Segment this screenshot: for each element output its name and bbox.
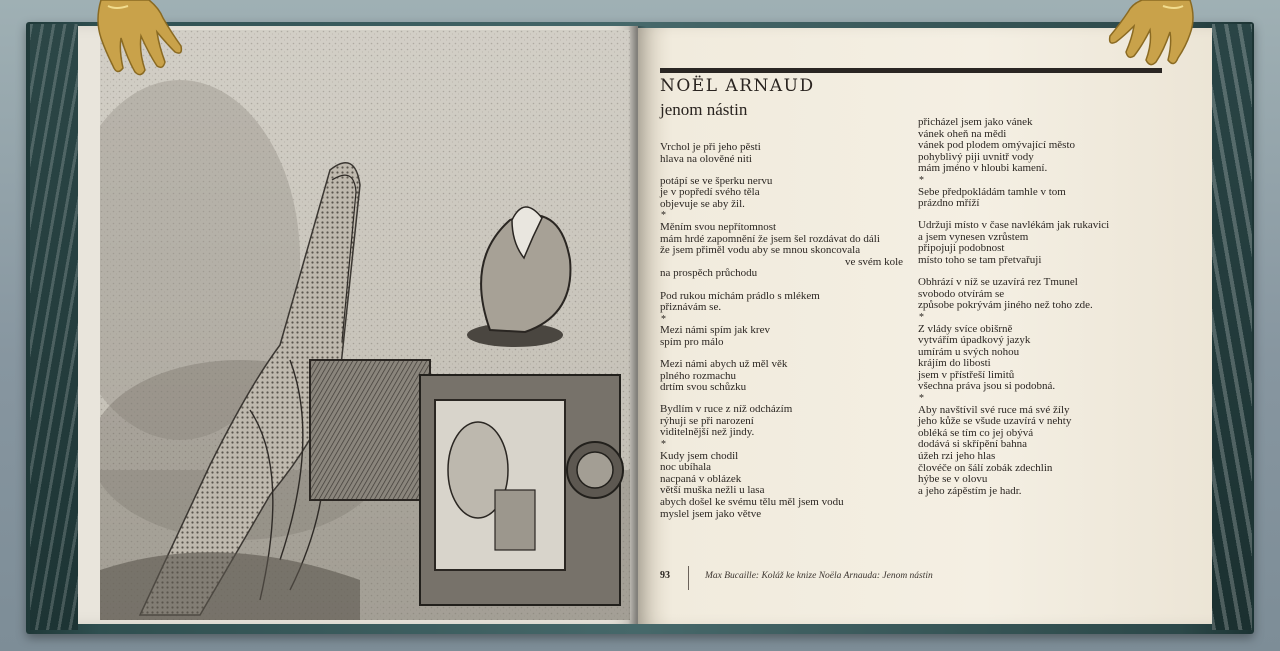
poem-line: Obhrází v níž se uzavírá rez Tmunel: [918, 276, 1078, 289]
poem-line: obléká se tím co jej obývá: [918, 426, 1034, 439]
poem-line: spím pro málo: [660, 335, 724, 348]
poem-line: rýhuji se při narození: [660, 414, 754, 427]
poem-line: drtím svou schůzku: [660, 381, 747, 394]
poem-line: Pod rukou míchám prádlo s mlékem: [660, 289, 820, 302]
poem-line: krájím do libosti: [918, 357, 991, 370]
poem-line: na prospěch průchodu: [660, 267, 758, 280]
poem-line: Bydlím v ruce z níž odcházím: [660, 403, 793, 416]
poem-line: abych došel ke svému tělu měl jsem vodu: [660, 496, 844, 509]
cover-edge-right: [1212, 24, 1252, 630]
right-page-clip-hand: [1075, 0, 1205, 70]
poem-line: vytvářím úpadkový jazyk: [918, 334, 1031, 347]
poem-line: hlava na olověné niti: [660, 152, 752, 165]
poem-line: človéče on šálí zobák zdechlin: [918, 461, 1053, 474]
footer-divider: [688, 566, 689, 590]
poem-line: hýbe se v olovu: [918, 473, 988, 486]
poem-column-right: [918, 117, 1168, 497]
poem-line: Vrchol je při jeho pěsti: [660, 141, 761, 153]
poem-line: větší muška nežli u lasa: [660, 484, 765, 497]
poem-line: že jsem přiměl vodu aby se mnou skoncovala: [660, 244, 861, 257]
author-name: NOËL ARNAUD: [660, 76, 815, 96]
poem-line: vánek oheň na mědi: [918, 127, 1007, 140]
poem-line: umírám u svých nohou: [918, 345, 1020, 358]
poem-line: Mezi námi abych už měl věk: [660, 358, 788, 370]
poem-line: je v popředí svého těla: [660, 186, 760, 199]
poem-line: Kudy jsem chodil: [660, 449, 739, 462]
poem-line: a jsem vynesen vzrůstem: [918, 230, 1029, 243]
poem-line: přiznávám se.: [660, 301, 722, 314]
poem-line: přicházel jsem jako vánek: [918, 116, 1033, 128]
poem-line: pohyblivý piji uvnitř vody: [918, 150, 1034, 163]
poem-line: úžeh rzi jeho hlas: [918, 450, 996, 463]
cover-edge-left: [30, 24, 78, 630]
poem-line: mám hrdé zapomnění že jsem šel rozdávat do dáli: [660, 232, 880, 245]
left-page-clip-hand: [86, 0, 216, 80]
poem-line: prázdno mříží: [918, 197, 980, 210]
poem-line: připojuji podobnost: [918, 242, 1005, 255]
section-asterisk: *: [919, 393, 924, 405]
poem-line: místo toho se tam přetvařuji: [918, 254, 1042, 267]
section-asterisk: *: [661, 210, 666, 222]
poem-line: Udržuji místo v čase navlékám jak rukavici: [918, 219, 1110, 232]
poem-line: Sebe předpokládám tamhle v tom: [918, 185, 1066, 198]
poem-title: jenom nástin: [660, 100, 748, 119]
poem-line: způsobe pokrývám jiného než toho zde.: [918, 299, 1093, 312]
header-rule: [660, 68, 1162, 73]
poem-line: svobodo otvírám se: [918, 287, 1005, 300]
stanza-gap: [660, 280, 915, 291]
section-asterisk: *: [661, 439, 666, 451]
poem-line: Z vlády svíce obišrně: [918, 322, 1013, 335]
poem-column-left: [660, 142, 915, 520]
poem-line: viditelnější než jindy.: [660, 426, 755, 439]
poem-line: Aby navštívil své ruce má své žíly: [918, 403, 1070, 416]
poem-line: Mezi námi spím jak krev: [660, 324, 770, 337]
poem-line: jeho kůže se všude uzavírá v nehty: [918, 415, 1072, 428]
poem-line: plného rozmachu: [660, 369, 737, 382]
poem-line: vánek pod plodem omývající město: [918, 139, 1076, 152]
poem-line: Měním svou nepřítomnost: [660, 221, 777, 234]
poem-line: myslel jsem jako větve: [660, 507, 762, 520]
section-asterisk: *: [661, 313, 666, 325]
illustration-caption: Max Bucaille: Koláž ke knize Noëla Arnauda: Jenom nástin: [705, 571, 933, 581]
page-number: 93: [660, 570, 670, 581]
poem-line: jsem v přístřeší limitů: [918, 368, 1015, 381]
poem-line: objevuje se aby žil.: [660, 197, 745, 210]
poem-line: mám jméno v hloubi kamení.: [918, 162, 1048, 175]
poem-line: nacpaná v oblázek: [660, 472, 742, 485]
poem-line: všechna práva jsou si podobná.: [918, 380, 1056, 393]
poem-line: noc ubíhala: [660, 461, 712, 474]
section-asterisk: *: [919, 174, 924, 186]
poem-line: a jeho zápěstím je hadr.: [918, 484, 1022, 497]
section-asterisk: *: [919, 311, 924, 323]
poem-line: ve svém kole: [845, 255, 904, 268]
poem-line: potápí se ve šperku nervu: [660, 174, 773, 187]
poem-line: dodává si skřípění bahna: [918, 438, 1028, 451]
collage-illustration: [100, 30, 630, 620]
